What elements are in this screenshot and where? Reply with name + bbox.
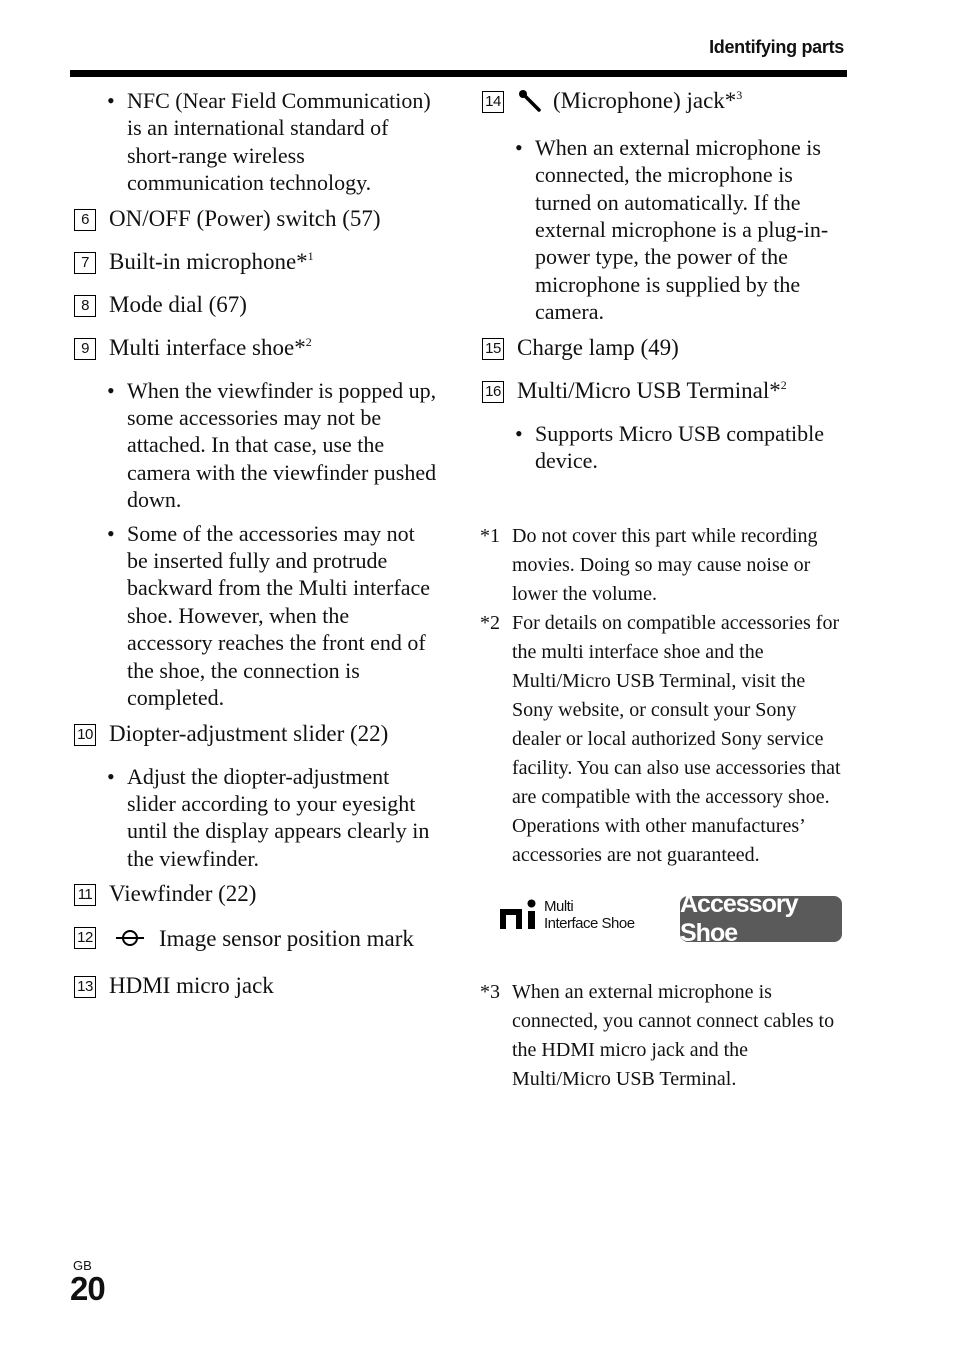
item-number: 7 xyxy=(74,252,96,274)
item-number: 10 xyxy=(74,724,96,746)
multi-interface-shoe-logo xyxy=(500,898,635,932)
item-text: Multi interface shoe* xyxy=(109,334,306,360)
footnote-mark: *2 xyxy=(480,612,500,635)
item-6 xyxy=(72,205,438,232)
list-item: • Supports Micro USB compatible device. xyxy=(535,420,845,475)
nfc-bullet: • NFC (Near Field Communication) is an international standard of short-range wireless communication technology. xyxy=(127,87,438,197)
item-text: Image sensor position mark xyxy=(159,926,414,952)
footnote-text: When an external microphone is connected, you cannot connect cables to the HDMI micro jack and the Multi/Micro USB Terminal. xyxy=(512,981,835,1091)
footnote-text: Do not cover this part while recording movies. Doing so may cause noise or lower the volume. xyxy=(512,525,818,606)
item-text: Mode dial (67) xyxy=(109,291,247,317)
footnote-mark: *3 xyxy=(480,981,500,1004)
item-14-bullets xyxy=(480,134,845,326)
footnote-ref: 1 xyxy=(307,248,314,263)
item-number: 8 xyxy=(74,295,96,317)
item-10-bullets xyxy=(72,763,438,873)
item-9-bullets xyxy=(72,377,438,712)
item-text: Built-in microphone* xyxy=(109,248,308,274)
item-number: 12 xyxy=(74,927,96,949)
item-7 xyxy=(72,248,438,275)
item-number: 11 xyxy=(74,884,96,906)
accessory-shoe-logo: Accessory Shoe xyxy=(680,896,842,942)
footnotes xyxy=(480,522,845,1094)
page-number: 20 xyxy=(70,1270,105,1307)
right-column xyxy=(480,87,845,1094)
region-label: GB xyxy=(73,1258,92,1273)
item-13 xyxy=(72,972,438,999)
item-9 xyxy=(72,334,438,361)
item-number: 16 xyxy=(482,381,504,403)
item-number: 15 xyxy=(482,338,504,360)
footnote-3 xyxy=(480,978,845,1094)
left-column xyxy=(72,87,438,1015)
item-number: 14 xyxy=(482,91,504,113)
list-item: • Some of the accessories may not be inserted fully and protrude backward from the Multi interface shoe. However, when the accessory reaches the front end of the shoe, the connection is completed. xyxy=(127,520,438,712)
list-item: • Adjust the diopter-adjustment slider according to your eyesight until the display appears clearly in the viewfinder. xyxy=(127,763,438,873)
item-text: ON/OFF (Power) switch (57) xyxy=(109,205,381,231)
multi-interface-text xyxy=(544,898,635,932)
item-14 xyxy=(480,87,845,118)
footnote-ref: 2 xyxy=(780,377,787,392)
item-16-bullets xyxy=(480,420,845,475)
multi-interface-line2: Interface Shoe xyxy=(544,915,635,933)
footnote-text: For details on compatible accessories for the multi interface shoe and the Multi/Micro USB Terminal, visit the Sony website, or consult your Sony dealer or local authorized Sony service facility. You can also use accessories that are compatible with the accessory shoe. Operations with other manufactures’ accessories are not guaranteed. xyxy=(512,612,841,867)
running-header: Identifying parts xyxy=(709,37,844,57)
image-sensor-mark-icon xyxy=(115,925,145,956)
item-number: 9 xyxy=(74,338,96,360)
item-15 xyxy=(480,334,845,361)
header-rule xyxy=(70,70,847,77)
item-text: Charge lamp (49) xyxy=(517,334,679,360)
item-text: HDMI micro jack xyxy=(109,973,274,999)
multi-interface-icon xyxy=(500,899,538,931)
item-11 xyxy=(72,880,438,907)
multi-interface-line1: Multi xyxy=(544,898,574,916)
item-8 xyxy=(72,291,438,318)
shoe-logos xyxy=(480,892,845,952)
footnote-mark: *1 xyxy=(480,525,500,548)
footnote-2 xyxy=(480,609,845,870)
microphone-icon xyxy=(517,88,541,118)
item-16 xyxy=(480,377,845,404)
nfc-bullet-list xyxy=(72,87,438,197)
footnote-1 xyxy=(480,522,845,609)
item-10 xyxy=(72,720,438,747)
footnote-ref: 3 xyxy=(736,88,743,102)
item-text: (Microphone) jack* xyxy=(553,88,737,113)
item-text: Multi/Micro USB Terminal* xyxy=(517,377,781,403)
list-item: • When an external microphone is connected, the microphone is turned on automatically. If the external microphone is a plug-in-power type, the power of the microphone is supplied by the camera. xyxy=(535,134,845,326)
item-text: Diopter-adjustment slider (22) xyxy=(109,720,389,746)
footnote-ref: 2 xyxy=(305,334,312,349)
item-number: 6 xyxy=(74,209,96,231)
list-item: • When the viewfinder is popped up, some accessories may not be attached. In that case, use the camera with the viewfinder pushed down. xyxy=(127,377,438,514)
item-number: 13 xyxy=(74,976,96,998)
item-12 xyxy=(72,923,438,956)
item-text: Viewfinder (22) xyxy=(109,881,257,907)
